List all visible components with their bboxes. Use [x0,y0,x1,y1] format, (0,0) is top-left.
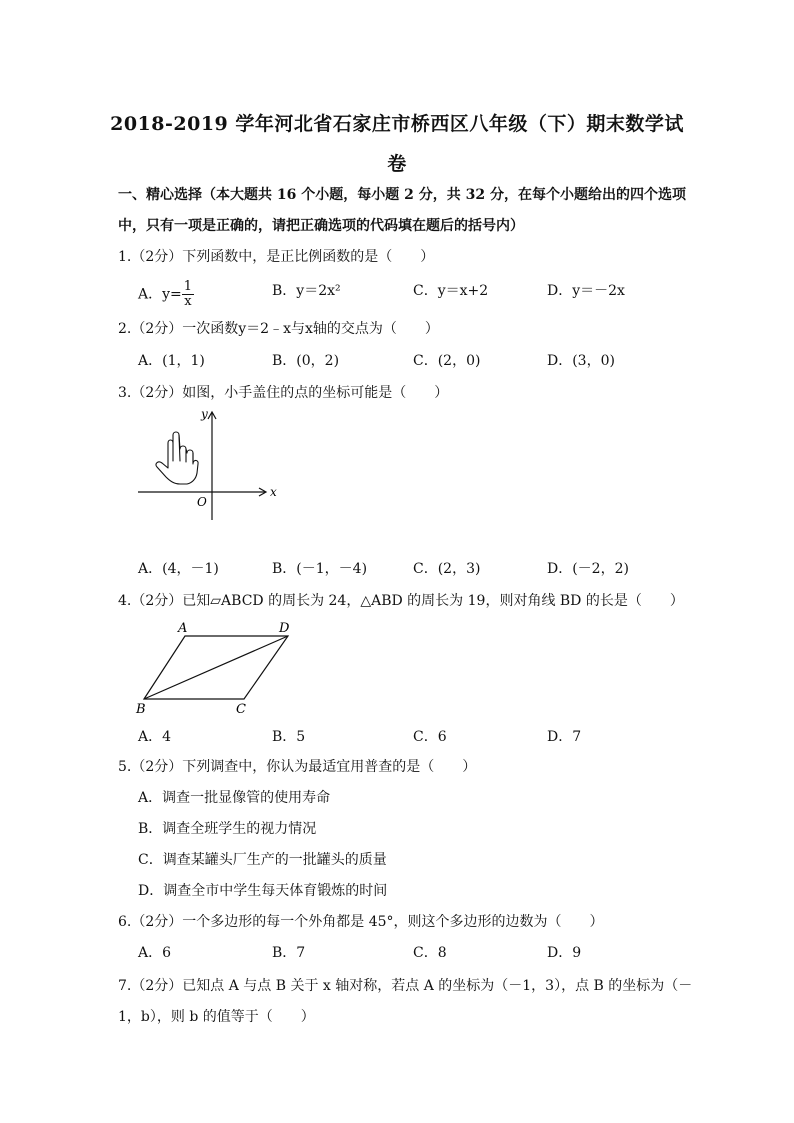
q3-option-a: A．(4，－1) [138,561,219,577]
question-2-stem: 2.（2分）一次函数y＝2﹣x与x轴的交点为（ ） [118,321,439,337]
question-7-stem-line-1: 7.（2分）已知点 A 与点 B 关于 x 轴对称，若点 A 的坐标为（－1，3），点 B 的坐标为（－ [118,978,693,994]
section-heading-line-2: 中，只有一项是正确的，请把正确选项的代码填在题后的括号内） [118,218,524,234]
question-5-stem: 5.（2分）下列调查中，你认为最适宜用普查的是（ ） [118,759,477,775]
vertex-c-label: C [236,702,246,717]
q1-option-b: B．y＝2x² [272,283,341,299]
hand-icon [156,432,198,484]
q5-option-b: B．调查全班学生的视力情况 [138,821,317,837]
q1-option-a: A．y= $\frac{1}{x}$ [138,279,193,309]
question-4-stem: 4.（2分）已知▱ABCD 的周长为 24，△ABD 的周长为 19，则对角线 BD 的长是（ ） [118,593,684,609]
question-7-stem-line-2: 1，b），则 b 的值等于（ ） [118,1009,315,1025]
title-line-2: 卷 [387,153,407,175]
q1-option-d: D．y＝－2x [547,283,625,299]
page-title [100,104,694,184]
q2-option-c: C．(2，0) [413,353,481,369]
q2-option-a: A．(1，1) [138,353,205,369]
origin-label: O [197,495,207,509]
parallelogram-figure [130,618,300,718]
q5-option-c: C．调查某罐头厂生产的一批罐头的质量 [138,852,387,868]
question-6-options [138,942,698,964]
q4-option-a: A．4 [138,729,172,745]
q3-option-d: D．(－2，2) [547,561,629,577]
q3-option-c: C．(2，3) [413,561,481,577]
q4-option-c: C．6 [413,729,447,745]
q3-option-b: B．(－1，－4) [272,561,368,577]
question-2-options [138,350,698,372]
q4-option-d: D．7 [547,729,582,745]
x-axis-label: x [270,485,277,499]
fraction: $\frac{1}{x}$ [183,279,193,309]
q6-option-a: A．6 [138,945,172,961]
question-3-stem: 3.（2分）如图，小手盖住的点的坐标可能是（ ） [118,385,449,401]
question-4-options [138,726,698,748]
vertex-a-label: A [178,621,188,636]
question-6-stem: 6.（2分）一个多边形的每一个外角都是 45°，则这个多边形的边数为（ ） [118,914,604,930]
title-line-1: 2018-2019 学年河北省石家庄市桥西区八年级（下）期末数学试 [110,113,684,135]
vertex-d-label: D [279,621,290,636]
q2-option-d: D．(3，0) [547,353,615,369]
section-heading-line-1: 一、精心选择（本大题共 16 个小题，每小题 2 分，共 32 分，在每个小题给出的四个选项 [118,187,686,203]
question-1-stem: 1.（2分）下列函数中，是正比例函数的是（ ） [118,249,435,265]
q6-option-b: B．7 [272,945,306,961]
q4-option-b: B．5 [272,729,306,745]
coordinate-figure [135,405,285,525]
q5-option-a: A．调查一批显像管的使用寿命 [138,790,331,806]
q6-option-c: C．8 [413,945,447,961]
q5-option-d: D．调查全市中学生每天体育锻炼的时间 [138,883,388,899]
q6-option-d: D．9 [547,945,582,961]
q2-option-b: B．(0，2) [272,353,340,369]
vertex-b-label: B [136,702,146,717]
q1-option-c: C．y＝x+2 [413,283,489,299]
question-3-options [138,558,698,580]
question-1-options [138,279,698,309]
y-axis-label: y [201,407,208,421]
